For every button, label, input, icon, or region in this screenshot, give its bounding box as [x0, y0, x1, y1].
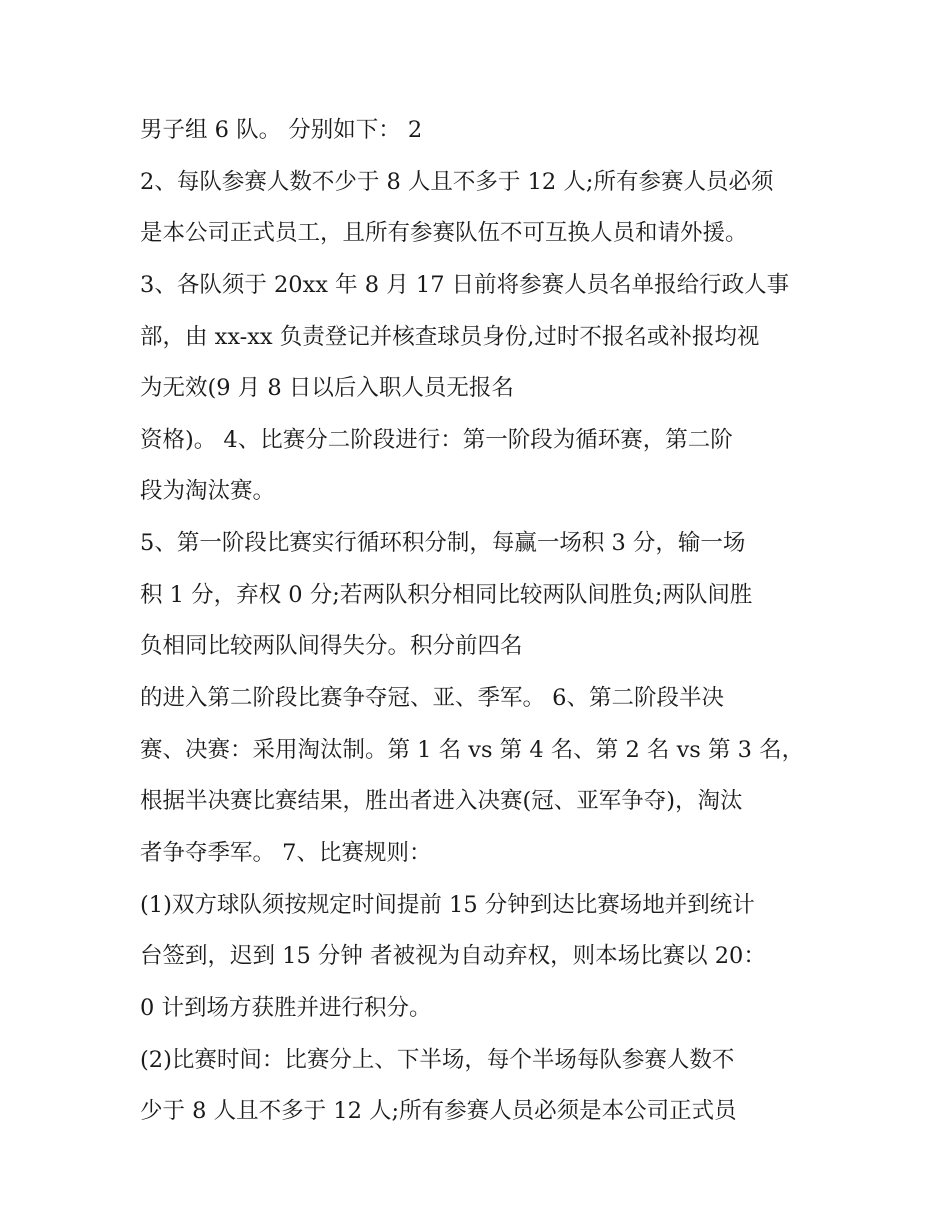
text-line: 者争夺季军。 7、比赛规则：	[140, 839, 432, 866]
text-line: 的进入第二阶段比赛争夺冠、亚、季军。 6、第二阶段半决	[140, 685, 724, 712]
text-line: (1)双方球队须按规定时间提前 15 分钟到达比赛场地并到统计	[140, 891, 755, 918]
text-line: 台签到，迟到 15 分钟 者被视为自动弃权，则本场比赛以 20：	[140, 943, 766, 970]
document-body	[140, 107, 820, 1140]
text-line: 5、第一阶段比赛实行循环积分制，每赢一场积 3 分，输一场	[140, 530, 746, 557]
text-line: 2、每队参赛人数不少于 8 人且不多于 12 人;所有参赛人员必须	[140, 168, 774, 195]
text-line: 积 1 分，弃权 0 分;若两队积分相同比较两队间胜负;两队间胜	[140, 581, 753, 608]
text-line: 段为淘汰赛。	[140, 478, 276, 505]
text-line: 资格)。 4、比赛分二阶段进行：第一阶段为循环赛，第二阶	[140, 426, 733, 453]
text-line: 是本公司正式员工，且所有参赛队伍不可互换人员和请外援。	[140, 220, 748, 247]
text-line: (2)比赛时间：比赛分上、下半场，每个半场每队参赛人数不	[140, 1046, 735, 1073]
text-line: 少于 8 人且不多于 12 人;所有参赛人员必须是本公司正式员	[140, 1098, 737, 1125]
text-line: 负相同比较两队间得失分。积分前四名	[140, 633, 523, 660]
text-line: 男子组 6 队。 分别如下： 2	[140, 117, 423, 143]
text-line: 3、各队须于 20xx 年 8 月 17 日前将参赛人员名单报给行政人事	[140, 271, 790, 298]
text-line: 根据半决赛比赛结果，胜出者进入决赛(冠、亚军争夺)，淘汰	[140, 788, 743, 815]
text-line: 0 计到场方获胜并进行积分。	[140, 994, 432, 1021]
text-line: 赛、决赛：采用淘汰制。第 1 名 vs 第 4 名、第 2 名 vs 第 3 名，	[140, 736, 805, 763]
text-line: 为无效(9 月 8 日以后入职人员无报名	[140, 375, 514, 402]
text-line: 部，由 xx-xx 负责登记并核查球员身份,过时不报名或补报均视	[140, 323, 760, 350]
